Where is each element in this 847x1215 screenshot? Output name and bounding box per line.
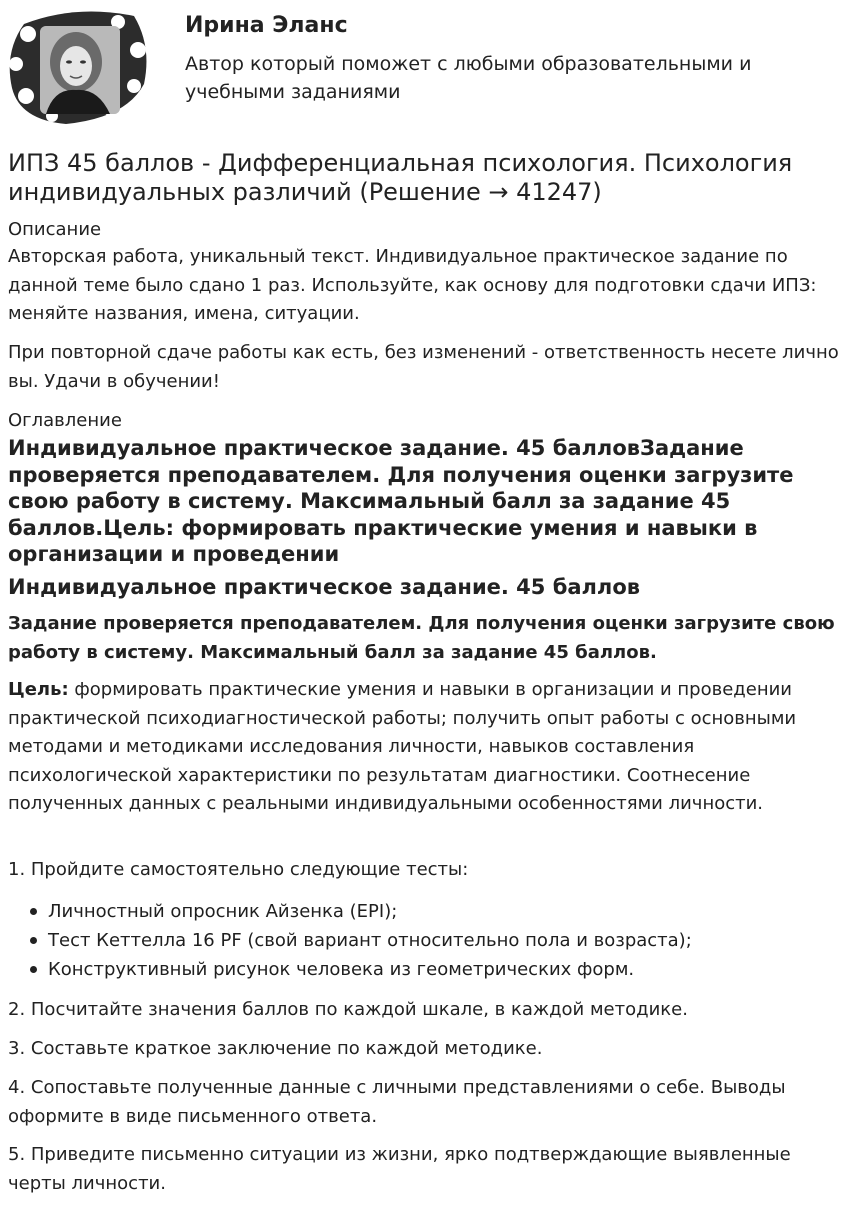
task-heading: Индивидуальное практическое задание. 45 баллов — [8, 575, 641, 599]
description-paragraph-2: При повторной сдаче работы как есть, без изменений - ответственность несете лично вы. Удачи в обучении! — [8, 342, 839, 392]
task-check-paragraph: Задание проверяется преподавателем. Для получения оценки загрузите свою работу в систему. Максимальный балл за задание 45 баллов. — [8, 613, 835, 663]
goal-label: Цель: — [8, 679, 69, 700]
toc-heading: Индивидуальное практическое задание. 45 балловЗадание проверяется преподавателем. Для получения оценки загрузите свою работу в систему. Максимальный балл за задание 45 баллов.Цель: формировать практические умения и навыки в организации и проведении — [8, 436, 794, 566]
goal-text: формировать практические умения и навыки в организации и проведении практической психодиагностической работы; получить опыт работы с основными методами и методиками исследования личности, навыков составления психологической характеристики по результатам диагностики. Соотнесение полученных данных с реальными индивидуальными особенностями личности. — [8, 679, 797, 814]
step-5: 5. Приведите письменно ситуации из жизни, ярко подтверждающие выявленные черты личности. — [8, 1144, 791, 1194]
list-item: Личностный опросник Айзенка (EPI); — [48, 897, 838, 926]
goal-paragraph — [8, 676, 840, 819]
description-label: Описание — [8, 219, 102, 240]
author-card — [0, 0, 847, 140]
step-4: 4. Сопоставьте полученные данные с личными представлениями о себе. Выводы оформите в виде письменного ответа. — [8, 1077, 786, 1127]
bullet-icon — [30, 966, 37, 973]
tests-list — [48, 897, 838, 984]
author-avatar — [6, 6, 152, 128]
bullet-icon — [30, 937, 37, 944]
author-name[interactable]: Ирина Эланс — [185, 13, 348, 38]
bullet-icon — [30, 908, 37, 915]
list-item: Конструктивный рисунок человека из геометрических форм. — [48, 955, 838, 984]
page-title: ИПЗ 45 баллов - Дифференциальная психология. Психология индивидуальных различий (Решение → 41247) — [8, 149, 793, 206]
toc-label: Оглавление — [8, 410, 122, 431]
author-description: Автор который поможет с любыми образовательными и учебными заданиями — [185, 53, 752, 103]
step-1: 1. Пройдите самостоятельно следующие тесты: — [8, 859, 469, 880]
list-item: Тест Кеттелла 16 PF (свой вариант относительно пола и возраста); — [48, 926, 838, 955]
step-2: 2. Посчитайте значения баллов по каждой шкале, в каждой методике. — [8, 999, 688, 1020]
description-paragraph-1: Авторская работа, уникальный текст. Индивидуальное практическое задание по данной теме было сдано 1 раз. Используйте, как основу для подготовки сдачи ИПЗ: меняйте названия, имена, ситуации. — [8, 246, 817, 324]
step-3: 3. Составьте краткое заключение по каждой методике. — [8, 1038, 543, 1059]
